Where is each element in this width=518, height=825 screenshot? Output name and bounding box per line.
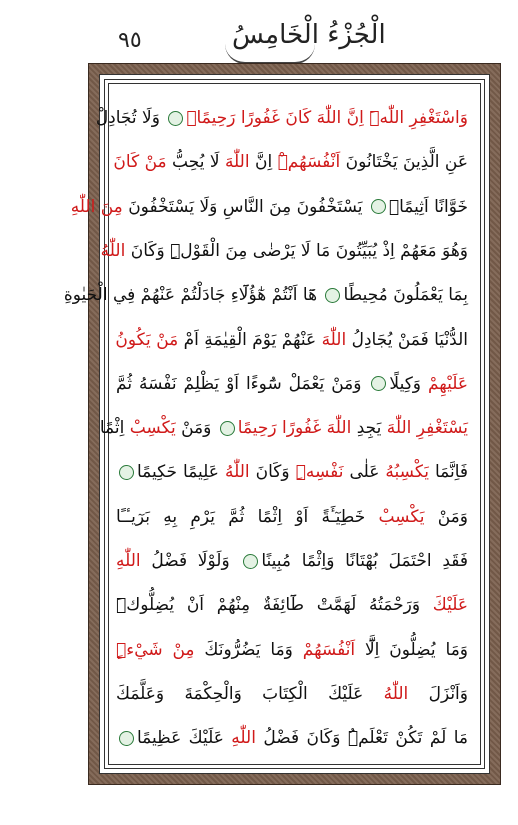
highlighted-word: اللّٰهِ: [116, 551, 141, 571]
text-line: [116, 674, 468, 714]
highlighted-word: مَنْ كَانَ: [113, 152, 167, 173]
verse-text: وَمَنْ: [424, 506, 468, 527]
highlighted-word: مِنْ شَيْءٍۜ: [116, 639, 195, 660]
text-line: [99, 408, 468, 448]
juz-title: الْجُزْءُ الْخَامِسُ: [232, 20, 386, 50]
highlighted-word: يَكْسِبْ: [129, 418, 176, 439]
ayah-end-marker-icon: [243, 554, 258, 569]
page-number: ٩٥: [118, 28, 142, 53]
verse-text: يَجِدِ: [351, 418, 387, 439]
ayah-end-marker-icon: [119, 731, 134, 746]
verse-text: عَلَيْكَ عَظِيمًا: [137, 728, 232, 749]
highlighted-word: اللّٰهَ: [321, 329, 347, 350]
text-line: [116, 452, 468, 492]
highlighted-word: مِنَ اللّٰهِ: [70, 196, 123, 217]
verse-text: بِمَا يَعْمَلُونَ مُحِيطًا: [343, 285, 468, 306]
verse-text: خَطِيٓـَٔةً اَوْ اِثْمًا ثُمَّ يَرْمِ بِهِ بَرٓيـٔـًا: [116, 506, 379, 527]
highlighted-word: اللّٰهَ: [224, 152, 250, 173]
verse-text: عَلٰى: [343, 462, 386, 483]
verse-text: عَنِ الَّذِينَ يَخْتَانُونَ: [340, 152, 468, 173]
highlighted-word: يَسْتَغْفِرِ اللّٰهَ: [386, 418, 468, 439]
verse-text: وَلَوْلَا فَضْلُ: [140, 551, 241, 571]
verse-text: وَكَانَ: [249, 462, 296, 483]
juz-title-flourish: [225, 44, 315, 64]
verse-text: عَلِيمًا حَكِيمًا: [137, 462, 225, 483]
highlighted-word: مَنْ يَكُونُ: [115, 329, 179, 350]
verse-text: عَلَيْكَ الْكِتَابَ وَالْحِكْمَةَ وَعَلَّمَكَ: [116, 683, 384, 704]
verse-text: وَهُوَ مَعَهُمْ اِذْ يُبَيِّتُونَ مَا لَا يَرْضٰى مِنَ الْقَوْلِۜ وَكَانَ: [125, 240, 468, 261]
ayah-end-marker-icon: [168, 111, 183, 126]
verse-text: هَٓا اَنْتُمْ هٰٓؤُلَٓاءِ جَادَلْتُمْ عَنْهُمْ فِي الْحَيٰوةِ: [63, 285, 323, 306]
verse-text: وَمَا يَضُرُّونَكَ: [194, 639, 303, 660]
verse-text: لَا يُحِبُّ: [166, 152, 225, 173]
text-line: [70, 187, 468, 227]
text-line: [116, 630, 468, 670]
verse-text: وَاَنْزَلَ: [408, 683, 468, 704]
highlighted-word: نَفْسِهِۜ: [295, 462, 344, 483]
verse-text: الدُّنْيَا فَمَنْ يُجَادِلُ: [346, 329, 468, 350]
verse-text: عَنْهُمْ يَوْمَ الْقِيٰمَةِ اَمْ: [178, 329, 322, 350]
text-line: [116, 541, 468, 581]
text-line: [113, 142, 468, 182]
text-line: [95, 98, 468, 138]
verse-text: مَا لَمْ تَكُنْ تَعْلَمُۜ وَكَانَ فَضْلُ: [255, 728, 468, 749]
text-line: [116, 497, 468, 537]
highlighted-word: اللّٰهِ: [231, 728, 256, 749]
text-line: [116, 585, 468, 625]
verse-text: خَوَّانًا اَثِيمًاۚ: [388, 196, 468, 217]
verse-text: اِنَّ: [249, 152, 278, 173]
ayah-end-marker-icon: [220, 421, 235, 436]
verse-text: وَلَا تُجَادِلْ: [95, 108, 166, 128]
highlighted-word: عَلَيْكَ: [432, 595, 468, 616]
page-header: [0, 0, 518, 70]
ayah-end-marker-icon: [371, 199, 386, 214]
highlighted-word: اللّٰهُ: [100, 240, 126, 261]
verse-text: فَاِنَّمَا: [428, 462, 468, 483]
quran-text-body: [63, 98, 469, 749]
highlighted-word: عَلَيْهِمْ: [427, 373, 468, 394]
highlighted-word: يَكْسِبُهُ: [385, 462, 429, 483]
verse-text: وَرَحْمَتُهُ لَهَمَّتْ طَٓائِفَةٌ مِنْهُمْ اَنْ يُضِلُّوكَۜ: [116, 595, 433, 616]
ayah-end-marker-icon: [371, 376, 386, 391]
verse-text: وَمَنْ يَعْمَلْ سُٓوءًا اَوْ يَظْلِمْ نَفْسَهُ ثُمَّ: [116, 373, 369, 394]
highlighted-word: اللّٰهُ: [224, 462, 250, 483]
highlighted-word: اَنْفُسَهُمْۜ: [277, 152, 341, 173]
highlighted-word: يَكْسِبْ: [378, 506, 425, 527]
ayah-end-marker-icon: [325, 288, 340, 303]
verse-text: وَمَنْ: [175, 418, 217, 439]
text-line: [116, 364, 468, 404]
verse-text: اِثْمًا: [99, 418, 130, 439]
text-line: [63, 275, 468, 315]
verse-text: وَمَا يُضِلُّونَ اِلَّٓا: [355, 639, 469, 660]
text-line: [100, 231, 468, 271]
highlighted-word: اللّٰهُ: [383, 683, 409, 704]
verse-text: وَكِيلًا: [389, 373, 428, 394]
verse-text: فَقَدِ احْتَمَلَ بُهْتَانًا وَاِثْمًا مُبِينًا: [261, 551, 468, 571]
verse-text: يَسْتَخْفُونَ مِنَ النَّاسِ وَلَا يَسْتَخْفُونَ: [122, 196, 368, 217]
text-line: [116, 718, 468, 758]
text-line: [116, 320, 468, 360]
highlighted-word: اَنْفُسَهُمْ: [302, 639, 356, 660]
highlighted-word: وَاسْتَغْفِرِ اللّٰهَۜ اِنَّ اللّٰهَ كَانَ غَفُورًا رَحِيمًاۚ: [186, 108, 468, 128]
ayah-end-marker-icon: [119, 465, 134, 480]
highlighted-word: اللّٰهَ غَفُورًا رَحِيمًا: [237, 418, 352, 439]
